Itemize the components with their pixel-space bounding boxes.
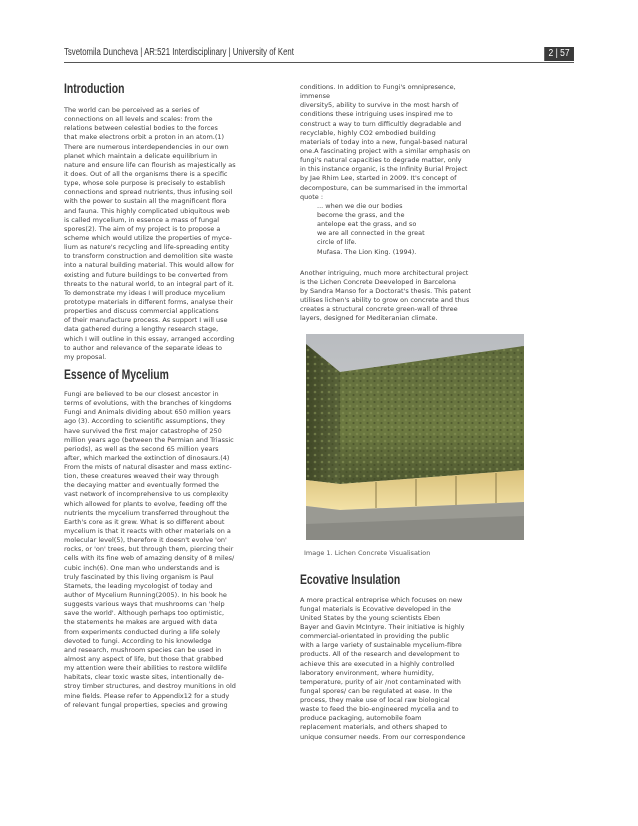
text-line: mine fields. Please refer to Appendix12 for a study bbox=[64, 691, 230, 700]
text-line: Bayer and Gavin McIntyre. Their initiative is highly bbox=[300, 622, 465, 631]
text-line: planet which maintain a delicate equilibrium in bbox=[64, 151, 218, 160]
text-line: From the mists of natural disaster and mass extinc- bbox=[64, 463, 232, 472]
text-line: laboratory environment, where humidity, bbox=[300, 668, 434, 677]
text-line: nature and ensure life can flourish as majestically as bbox=[64, 160, 236, 169]
text-line: fungal materials is Ecovative developed in the bbox=[300, 604, 451, 613]
text-line: by Sandra Manso for a Doctorat's thesis. This patent bbox=[300, 286, 471, 295]
text-line: unique consumer needs. From our correspondence bbox=[300, 732, 466, 741]
text-line: data gathered during a lengthy research stage, bbox=[64, 325, 219, 334]
introduction-paragraph bbox=[64, 106, 304, 362]
text-line: Fungi and Animals dividing about 650 million years bbox=[64, 408, 231, 417]
quote-line: we are all connected in the great bbox=[317, 229, 425, 238]
text-line: existing and future buildings to be converted from bbox=[64, 270, 228, 279]
text-line: process, they make use of local raw biological bbox=[300, 696, 450, 705]
ecovative-heading: Ecovative Insulation bbox=[300, 570, 401, 587]
text-line: Earth's core as it grew. What is so different about bbox=[64, 517, 225, 526]
figure-caption: Image 1. Lichen Concrete Visualisation bbox=[304, 548, 431, 557]
text-line: by Jae Rhim Lee, started in 2009. It's concept of bbox=[300, 174, 457, 183]
text-line: it does. Out of all the organisms there is a specific bbox=[64, 169, 228, 178]
text-line: of relevant fungal properties, species and growing bbox=[64, 700, 228, 709]
text-line: fungi's natural capacities to degrade matter, only bbox=[300, 156, 462, 165]
text-line: and research, mushroom species can be used in bbox=[64, 645, 222, 654]
text-line: mycelium is that it reacts with other materials on a bbox=[64, 527, 231, 536]
text-line: conditions these intriguing uses inspired me to bbox=[300, 110, 453, 119]
text-line: from experiments conducted during a life solely bbox=[64, 627, 221, 636]
text-line: utilises lichen's ability to grow on concrete and thus bbox=[300, 296, 470, 305]
text-line: nutrients the mycelium transferred throughout the bbox=[64, 508, 230, 517]
text-line: recyclable, highly CO2 embodied building bbox=[300, 128, 436, 137]
text-line: rocks, or 'on' trees, but through them, piercing their bbox=[64, 545, 234, 554]
text-line: layers, designed for Mediteranian climate. bbox=[300, 314, 438, 323]
essence-heading: Essence of Mycelium bbox=[64, 365, 169, 382]
text-line: construct a way to turn difficultly degradable and bbox=[300, 119, 462, 128]
text-line: almost any aspect of life, but those that grabbed bbox=[64, 655, 224, 664]
text-line: cells with its fine web of amazing density of 8 miles/ bbox=[64, 554, 235, 563]
text-line: ago (3). According to scientific assumptions, they bbox=[64, 417, 226, 426]
page-number: 2 | 57 bbox=[544, 47, 574, 61]
quote-line: antelope eat the grass, and so bbox=[317, 220, 417, 229]
text-line: The world can be perceived as a series of bbox=[64, 106, 200, 114]
text-line: my attention were their abilities to restore wildlife bbox=[64, 664, 227, 673]
text-line: United States by the young scientists Eben bbox=[300, 613, 441, 622]
text-line: tion, these creatures weaved their way through bbox=[64, 472, 219, 481]
text-line: Stamets, the leading mycologist of today and bbox=[64, 581, 213, 590]
text-line: immense bbox=[300, 92, 330, 101]
text-line: spores(2). The aim of my project is to propose a bbox=[64, 224, 221, 233]
text-line: prototype materials in different forms, analyse their bbox=[64, 297, 233, 306]
page-header bbox=[64, 47, 574, 63]
text-line: threats to the natural world, to an integral part of it. bbox=[64, 279, 234, 288]
text-line: to transform construction and demolition site waste bbox=[64, 252, 233, 261]
text-line: materials of today into a new, fungal-based natural bbox=[300, 137, 468, 146]
text-line: A more practical entreprise which focuses on new bbox=[300, 595, 463, 604]
text-line: connections and spread nutrients, thus infusing soil bbox=[64, 188, 233, 197]
text-line: suggests various ways that mushrooms can 'help bbox=[64, 600, 225, 609]
text-line: cubic inch(6). One man who understands and is bbox=[64, 563, 220, 572]
text-line: and fauna. This highly complicated ubiquitous web bbox=[64, 206, 230, 215]
text-line: achieve this are executed in a highly controlled bbox=[300, 659, 455, 668]
text-line: To demonstrate my ideas I will produce mycelium bbox=[64, 288, 226, 297]
right-column bbox=[300, 80, 576, 742]
text-line: vast network of incomprehensive to us complexity bbox=[64, 490, 229, 499]
quote-line: become the grass, and the bbox=[317, 210, 405, 219]
text-line: relations between celestial bodies to the forces bbox=[64, 124, 218, 133]
text-line: million years ago (between the Permian and Triassic bbox=[64, 435, 234, 444]
text-line: one.A fascinating project with a similar emphasis on bbox=[300, 146, 471, 155]
text-line: fungal spores/ can be regulated at ease. In the bbox=[300, 686, 453, 695]
text-line: replacement materials, and others shaped to bbox=[300, 723, 448, 732]
quote-line: Mufasa. The Lion King. (1994). bbox=[317, 247, 417, 256]
text-line: periods), as well as the second 65 million years bbox=[64, 444, 219, 453]
ecovative-paragraph bbox=[300, 596, 576, 742]
text-line: is the Lichen Concrete Deeveloped in Barcelona bbox=[300, 277, 457, 286]
text-line: waste to feed the bio-engineered mycelia and to bbox=[300, 705, 459, 714]
building-illustration bbox=[306, 334, 524, 540]
quote-block bbox=[317, 202, 576, 257]
text-line: with a large variety of sustainable mycelium-fibre bbox=[300, 641, 462, 650]
text-line: products. All of the research and development to bbox=[300, 650, 460, 659]
text-line: author of Mycelium Running(2005). In his book he bbox=[64, 591, 227, 600]
lichen-concrete-image bbox=[306, 334, 524, 540]
header-rule bbox=[64, 62, 574, 63]
text-line: creates a structural concrete green-wall of three bbox=[300, 305, 458, 314]
text-line: Fungi are believed to be our closest ancestor in bbox=[64, 389, 219, 398]
text-line: in this instance organic, is the Infinity Burial Project bbox=[300, 165, 468, 174]
header-title: Tsvetomila Duncheva | AR:521 Interdisciplinary | University of Kent bbox=[64, 47, 294, 58]
text-line: temperature, purity of air /not contaminated with bbox=[300, 677, 461, 686]
text-line: decomposture, can be summarised in the immortal bbox=[300, 183, 468, 192]
right-top-paragraph bbox=[300, 83, 576, 202]
text-line: produce packaging, automobile foam bbox=[300, 714, 422, 723]
introduction-heading: Introduction bbox=[64, 80, 125, 96]
text-line: There are numerous interdependencies in our own bbox=[64, 142, 229, 151]
text-line: which I will outline in this essay, arranged according bbox=[64, 334, 235, 343]
text-line: the decaying matter and eventually formed the bbox=[64, 481, 219, 490]
text-line: into a natural building material. This would allow for bbox=[64, 261, 234, 270]
text-line: the statements he makes are argued with data bbox=[64, 618, 218, 627]
text-line: save the world'. Although perhaps too optimistic, bbox=[64, 609, 225, 618]
essence-paragraph bbox=[64, 390, 304, 710]
text-line: to author and relevance of the separate ideas to bbox=[64, 343, 223, 352]
text-line: type, whose sole purpose is precisely to establish bbox=[64, 179, 226, 188]
text-line: scheme which would utilize the properties of myce- bbox=[64, 233, 232, 242]
lichen-paragraph bbox=[300, 269, 576, 324]
text-line: connections on all levels and scales: from the bbox=[64, 115, 213, 124]
left-column bbox=[64, 80, 304, 710]
quote-line: circle of life. bbox=[317, 238, 357, 247]
text-line: Another intriguing, much more architectural project bbox=[300, 268, 469, 277]
text-line: terms of evolutions, with the branches of kingdoms bbox=[64, 399, 232, 408]
text-line: which allowed for plants to evolve, feeding off the bbox=[64, 499, 228, 508]
text-line: lium as nature's recycling and life-spreading entity bbox=[64, 243, 230, 252]
text-line: truly fascinated by this living organism is Paul bbox=[64, 572, 214, 581]
text-line: with the power to sustain all the magnificent flora bbox=[64, 197, 227, 206]
quote-line: ... when we die our bodies bbox=[317, 201, 403, 210]
text-line: stroy timber structures, and destroy munitions in old bbox=[64, 682, 236, 691]
text-line: conditions. In addition to Fungi's omnipresence, bbox=[300, 83, 456, 91]
text-line: molecular level(5), therefore it doesn't evolve 'on' bbox=[64, 536, 227, 545]
text-line: habitats, clear toxic waste sites, intentionally de- bbox=[64, 673, 224, 682]
text-line: of their manufacture process. As support I will use bbox=[64, 316, 228, 325]
text-line: quote : bbox=[300, 192, 324, 201]
text-line: have survived the first major catastrophe of 250 bbox=[64, 426, 222, 435]
text-line: properties and discuss commercial applications bbox=[64, 307, 219, 316]
text-line: commercial-orientated in providing the public bbox=[300, 632, 450, 641]
text-line: devoted to fungi. According to his knowledge bbox=[64, 636, 212, 645]
text-line: diversity5, ability to survive in the most harsh of bbox=[300, 101, 459, 110]
text-line: my proposal. bbox=[64, 352, 107, 361]
text-line: that make electrons orbit a proton in an atom.(1) bbox=[64, 133, 225, 142]
text-line: after, which marked the extinction of dinosaurs.(4) bbox=[64, 453, 230, 462]
text-line: is called mycelium, in essence a mass of fungal bbox=[64, 215, 220, 224]
